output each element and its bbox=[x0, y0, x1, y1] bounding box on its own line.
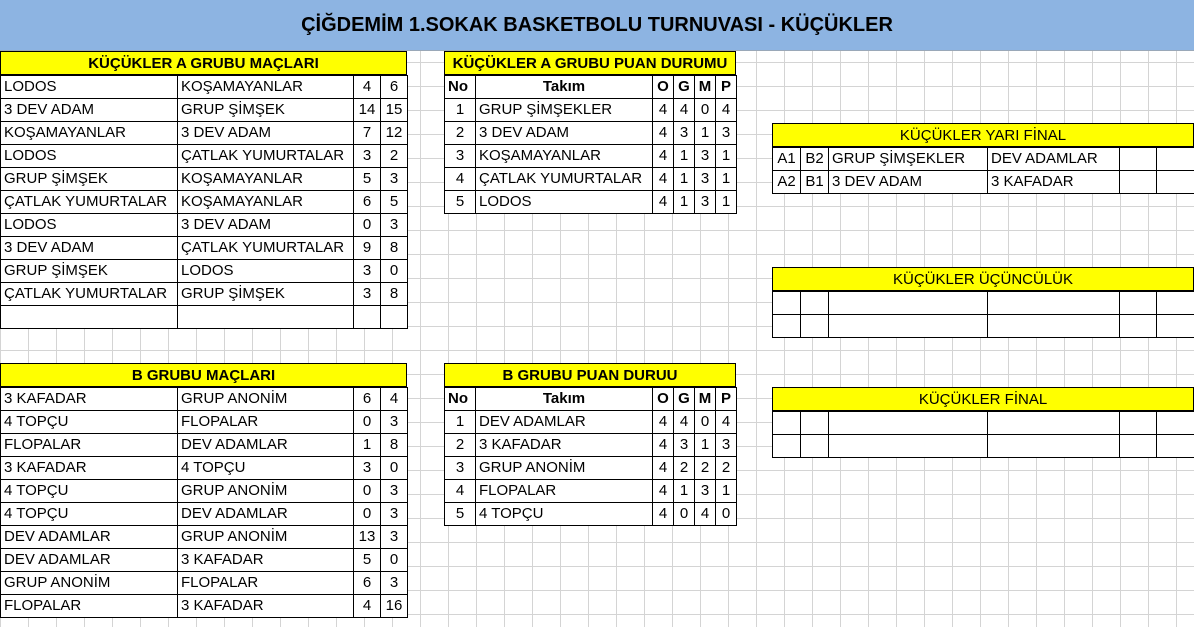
standings-row bbox=[445, 122, 737, 145]
team-one-cell: GRUP ŞİMŞEKLER bbox=[829, 148, 988, 171]
points-cell: 4 bbox=[716, 99, 737, 122]
won-cell: 1 bbox=[674, 191, 695, 214]
lost-cell: 3 bbox=[695, 191, 716, 214]
col-lost-header: M bbox=[695, 388, 716, 411]
won-cell: 4 bbox=[674, 99, 695, 122]
away-team-cell: 4 TOPÇU bbox=[178, 457, 354, 480]
standings-row bbox=[445, 411, 737, 434]
rank-cell: 1 bbox=[445, 99, 476, 122]
a-group-standings-table bbox=[444, 75, 737, 214]
away-team-cell: FLOPALAR bbox=[178, 572, 354, 595]
standings-row bbox=[445, 99, 737, 122]
lost-cell: 3 bbox=[695, 480, 716, 503]
team-cell: DEV ADAMLAR bbox=[476, 411, 653, 434]
played-cell: 4 bbox=[653, 168, 674, 191]
home-score-cell: 3 bbox=[354, 283, 381, 306]
a-group-matches-header: KÜÇÜKLER A GRUBU MAÇLARI bbox=[0, 51, 407, 75]
team-one-cell: 3 DEV ADAM bbox=[829, 171, 988, 194]
semi-final-table bbox=[772, 147, 1194, 194]
away-score-cell: 0 bbox=[381, 457, 408, 480]
lost-cell: 1 bbox=[695, 122, 716, 145]
match-row bbox=[1, 457, 408, 480]
home-score-cell: 0 bbox=[354, 503, 381, 526]
won-cell: 3 bbox=[674, 434, 695, 457]
away-team-cell: 3 KAFADAR bbox=[178, 595, 354, 618]
away-team-cell: ÇATLAK YUMURTALAR bbox=[178, 145, 354, 168]
away-score-cell: 8 bbox=[381, 434, 408, 457]
away-score-cell: 3 bbox=[381, 480, 408, 503]
played-cell: 4 bbox=[653, 503, 674, 526]
match-row bbox=[1, 388, 408, 411]
lost-cell: 3 bbox=[695, 145, 716, 168]
home-score-cell: 4 bbox=[354, 76, 381, 99]
team-cell: 3 KAFADAR bbox=[476, 434, 653, 457]
home-score-cell: 0 bbox=[354, 214, 381, 237]
match-row bbox=[1, 76, 408, 99]
away-team-cell: ÇATLAK YUMURTALAR bbox=[178, 237, 354, 260]
home-team-cell: 3 DEV ADAM bbox=[1, 237, 178, 260]
home-score-cell: 3 bbox=[354, 145, 381, 168]
match-row bbox=[1, 434, 408, 457]
home-score-cell: 5 bbox=[354, 549, 381, 572]
away-score-cell: 0 bbox=[381, 549, 408, 572]
won-cell: 1 bbox=[674, 480, 695, 503]
standings-row bbox=[445, 191, 737, 214]
b-group-matches-header: B GRUBU MAÇLARI bbox=[0, 363, 407, 387]
col-team-header: Takım bbox=[476, 76, 653, 99]
home-team-cell: FLOPALAR bbox=[1, 434, 178, 457]
away-score-cell: 12 bbox=[381, 122, 408, 145]
home-team-cell: LODOS bbox=[1, 214, 178, 237]
home-score-cell: 5 bbox=[354, 168, 381, 191]
empty-cell bbox=[354, 306, 381, 329]
col-played-header: O bbox=[653, 76, 674, 99]
points-cell: 1 bbox=[716, 480, 737, 503]
team-two-cell: 3 KAFADAR bbox=[988, 171, 1120, 194]
away-team-cell: KOŞAMAYANLAR bbox=[178, 168, 354, 191]
match-row bbox=[1, 549, 408, 572]
match-row bbox=[1, 283, 408, 306]
home-team-cell: 4 TOPÇU bbox=[1, 503, 178, 526]
seed-b-cell: B2 bbox=[801, 148, 829, 171]
away-team-cell: GRUP ANONİM bbox=[178, 526, 354, 549]
away-score-cell: 8 bbox=[381, 237, 408, 260]
won-cell: 4 bbox=[674, 411, 695, 434]
lost-cell: 0 bbox=[695, 99, 716, 122]
away-score-cell: 0 bbox=[381, 260, 408, 283]
match-row bbox=[1, 480, 408, 503]
lost-cell: 3 bbox=[695, 168, 716, 191]
points-cell: 0 bbox=[716, 503, 737, 526]
played-cell: 4 bbox=[653, 457, 674, 480]
home-score-cell: 9 bbox=[354, 237, 381, 260]
score-two-cell bbox=[1157, 148, 1194, 171]
rank-cell: 4 bbox=[445, 480, 476, 503]
home-score-cell: 1 bbox=[354, 434, 381, 457]
away-team-cell: DEV ADAMLAR bbox=[178, 434, 354, 457]
away-score-cell: 3 bbox=[381, 503, 408, 526]
match-row bbox=[1, 145, 408, 168]
third-place-header: KÜÇÜKLER ÜÇÜNCÜLÜK bbox=[772, 267, 1194, 291]
semi-final-row bbox=[773, 148, 1194, 171]
home-team-cell: GRUP ŞİMŞEK bbox=[1, 168, 178, 191]
away-team-cell: KOŞAMAYANLAR bbox=[178, 76, 354, 99]
home-team-cell: ÇATLAK YUMURTALAR bbox=[1, 283, 178, 306]
rank-cell: 5 bbox=[445, 503, 476, 526]
rank-cell: 2 bbox=[445, 122, 476, 145]
tournament-title: ÇİĞDEMİM 1.SOKAK BASKETBOLU TURNUVASI - KÜÇÜKLER bbox=[0, 0, 1194, 51]
b-group-matches-table bbox=[0, 387, 408, 618]
home-team-cell: LODOS bbox=[1, 76, 178, 99]
team-cell: GRUP ANONİM bbox=[476, 457, 653, 480]
away-score-cell: 5 bbox=[381, 191, 408, 214]
semi-final-header: KÜÇÜKLER YARI FİNAL bbox=[772, 123, 1194, 147]
rank-cell: 3 bbox=[445, 457, 476, 480]
standings-header-row bbox=[445, 388, 737, 411]
team-cell: KOŞAMAYANLAR bbox=[476, 145, 653, 168]
away-team-cell: 3 DEV ADAM bbox=[178, 214, 354, 237]
standings-row bbox=[445, 457, 737, 480]
standings-row bbox=[445, 480, 737, 503]
away-score-cell: 2 bbox=[381, 145, 408, 168]
home-team-cell: GRUP ŞİMŞEK bbox=[1, 260, 178, 283]
col-team-header: Takım bbox=[476, 388, 653, 411]
a-group-matches-table bbox=[0, 75, 408, 329]
home-team-cell: 3 DEV ADAM bbox=[1, 99, 178, 122]
team-cell: 4 TOPÇU bbox=[476, 503, 653, 526]
match-row bbox=[1, 168, 408, 191]
col-no-header: No bbox=[445, 76, 476, 99]
col-won-header: G bbox=[674, 76, 695, 99]
played-cell: 4 bbox=[653, 191, 674, 214]
match-row bbox=[1, 503, 408, 526]
away-team-cell: GRUP ŞİMŞEK bbox=[178, 99, 354, 122]
standings-row bbox=[445, 168, 737, 191]
home-team-cell: 4 TOPÇU bbox=[1, 480, 178, 503]
away-team-cell: DEV ADAMLAR bbox=[178, 503, 354, 526]
away-score-cell: 15 bbox=[381, 99, 408, 122]
home-score-cell: 3 bbox=[354, 457, 381, 480]
seed-a-cell: A1 bbox=[773, 148, 801, 171]
home-team-cell: 3 KAFADAR bbox=[1, 457, 178, 480]
match-row bbox=[1, 214, 408, 237]
lost-cell: 4 bbox=[695, 503, 716, 526]
team-cell: GRUP ŞİMŞEKLER bbox=[476, 99, 653, 122]
played-cell: 4 bbox=[653, 145, 674, 168]
final-row bbox=[773, 412, 1194, 435]
standings-row bbox=[445, 145, 737, 168]
seed-a-cell: A2 bbox=[773, 171, 801, 194]
played-cell: 4 bbox=[653, 99, 674, 122]
empty-cell bbox=[178, 306, 354, 329]
rank-cell: 1 bbox=[445, 411, 476, 434]
home-team-cell: DEV ADAMLAR bbox=[1, 526, 178, 549]
played-cell: 4 bbox=[653, 122, 674, 145]
away-team-cell: KOŞAMAYANLAR bbox=[178, 191, 354, 214]
col-points-header: P bbox=[716, 76, 737, 99]
points-cell: 4 bbox=[716, 411, 737, 434]
a-group-standings-header: KÜÇÜKLER A GRUBU PUAN DURUMU bbox=[444, 51, 736, 75]
lost-cell: 1 bbox=[695, 434, 716, 457]
col-won-header: G bbox=[674, 388, 695, 411]
home-score-cell: 7 bbox=[354, 122, 381, 145]
away-score-cell: 4 bbox=[381, 388, 408, 411]
home-score-cell: 13 bbox=[354, 526, 381, 549]
third-place-row bbox=[773, 315, 1194, 338]
won-cell: 1 bbox=[674, 168, 695, 191]
third-place-row bbox=[773, 292, 1194, 315]
away-score-cell: 3 bbox=[381, 526, 408, 549]
away-team-cell: GRUP ŞİMŞEK bbox=[178, 283, 354, 306]
team-cell: 3 DEV ADAM bbox=[476, 122, 653, 145]
points-cell: 3 bbox=[716, 434, 737, 457]
rank-cell: 3 bbox=[445, 145, 476, 168]
away-team-cell: GRUP ANONİM bbox=[178, 480, 354, 503]
standings-row bbox=[445, 503, 737, 526]
team-cell: LODOS bbox=[476, 191, 653, 214]
away-score-cell: 6 bbox=[381, 76, 408, 99]
away-team-cell: 3 KAFADAR bbox=[178, 549, 354, 572]
points-cell: 1 bbox=[716, 191, 737, 214]
lost-cell: 2 bbox=[695, 457, 716, 480]
b-group-standings-header: B GRUBU PUAN DURUU bbox=[444, 363, 736, 387]
match-row bbox=[1, 191, 408, 214]
won-cell: 2 bbox=[674, 457, 695, 480]
won-cell: 1 bbox=[674, 145, 695, 168]
played-cell: 4 bbox=[653, 480, 674, 503]
empty-row bbox=[1, 306, 408, 329]
home-team-cell: 4 TOPÇU bbox=[1, 411, 178, 434]
rank-cell: 4 bbox=[445, 168, 476, 191]
col-lost-header: M bbox=[695, 76, 716, 99]
away-score-cell: 8 bbox=[381, 283, 408, 306]
home-score-cell: 6 bbox=[354, 191, 381, 214]
match-row bbox=[1, 526, 408, 549]
home-score-cell: 3 bbox=[354, 260, 381, 283]
match-row bbox=[1, 572, 408, 595]
home-score-cell: 6 bbox=[354, 572, 381, 595]
home-team-cell: LODOS bbox=[1, 145, 178, 168]
score-one-cell bbox=[1120, 171, 1157, 194]
final-table bbox=[772, 411, 1194, 458]
home-team-cell: DEV ADAMLAR bbox=[1, 549, 178, 572]
col-no-header: No bbox=[445, 388, 476, 411]
b-group-standings-table bbox=[444, 387, 737, 526]
home-team-cell: FLOPALAR bbox=[1, 595, 178, 618]
away-score-cell: 3 bbox=[381, 411, 408, 434]
home-score-cell: 14 bbox=[354, 99, 381, 122]
rank-cell: 2 bbox=[445, 434, 476, 457]
match-row bbox=[1, 237, 408, 260]
away-score-cell: 3 bbox=[381, 214, 408, 237]
home-team-cell: 3 KAFADAR bbox=[1, 388, 178, 411]
team-cell: ÇATLAK YUMURTALAR bbox=[476, 168, 653, 191]
played-cell: 4 bbox=[653, 411, 674, 434]
seed-b-cell: B1 bbox=[801, 171, 829, 194]
team-cell: FLOPALAR bbox=[476, 480, 653, 503]
score-two-cell bbox=[1157, 171, 1194, 194]
col-played-header: O bbox=[653, 388, 674, 411]
away-team-cell: 3 DEV ADAM bbox=[178, 122, 354, 145]
match-row bbox=[1, 99, 408, 122]
empty-cell bbox=[381, 306, 408, 329]
home-team-cell: KOŞAMAYANLAR bbox=[1, 122, 178, 145]
home-score-cell: 0 bbox=[354, 411, 381, 434]
home-score-cell: 4 bbox=[354, 595, 381, 618]
standings-row bbox=[445, 434, 737, 457]
empty-cell bbox=[1, 306, 178, 329]
home-team-cell: GRUP ANONİM bbox=[1, 572, 178, 595]
away-score-cell: 3 bbox=[381, 572, 408, 595]
team-two-cell: DEV ADAMLAR bbox=[988, 148, 1120, 171]
home-team-cell: ÇATLAK YUMURTALAR bbox=[1, 191, 178, 214]
match-row bbox=[1, 122, 408, 145]
score-one-cell bbox=[1120, 148, 1157, 171]
away-score-cell: 3 bbox=[381, 168, 408, 191]
standings-header-row bbox=[445, 76, 737, 99]
points-cell: 2 bbox=[716, 457, 737, 480]
col-points-header: P bbox=[716, 388, 737, 411]
played-cell: 4 bbox=[653, 434, 674, 457]
won-cell: 3 bbox=[674, 122, 695, 145]
rank-cell: 5 bbox=[445, 191, 476, 214]
match-row bbox=[1, 260, 408, 283]
away-team-cell: GRUP ANONİM bbox=[178, 388, 354, 411]
away-team-cell: FLOPALAR bbox=[178, 411, 354, 434]
home-score-cell: 0 bbox=[354, 480, 381, 503]
points-cell: 1 bbox=[716, 168, 737, 191]
points-cell: 1 bbox=[716, 145, 737, 168]
third-place-table bbox=[772, 291, 1194, 338]
home-score-cell: 6 bbox=[354, 388, 381, 411]
away-score-cell: 16 bbox=[381, 595, 408, 618]
points-cell: 3 bbox=[716, 122, 737, 145]
away-team-cell: LODOS bbox=[178, 260, 354, 283]
final-header: KÜÇÜKLER FİNAL bbox=[772, 387, 1194, 411]
match-row bbox=[1, 411, 408, 434]
final-row bbox=[773, 435, 1194, 458]
lost-cell: 0 bbox=[695, 411, 716, 434]
semi-final-row bbox=[773, 171, 1194, 194]
won-cell: 0 bbox=[674, 503, 695, 526]
match-row bbox=[1, 595, 408, 618]
